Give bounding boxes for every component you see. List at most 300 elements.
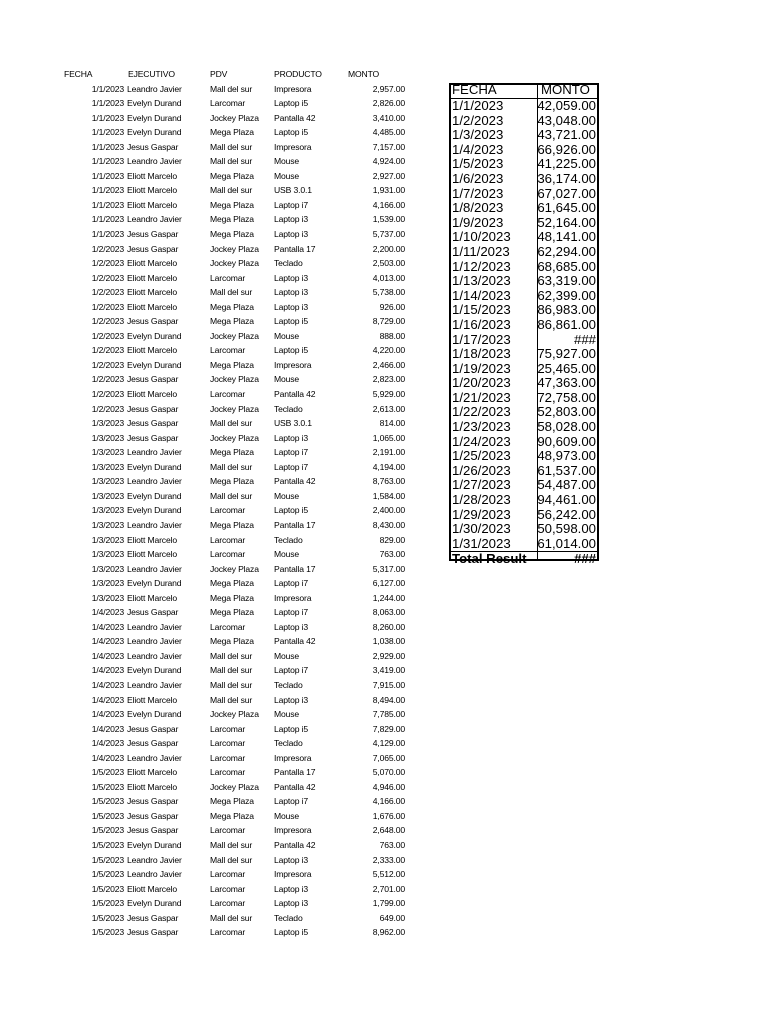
cell-pdv[interactable]: Larcomar: [210, 767, 246, 778]
cell-fecha[interactable]: 1/1/2023: [91, 185, 124, 196]
cell-producto[interactable]: Laptop i7: [274, 796, 309, 807]
cell-monto[interactable]: 888.00: [379, 330, 405, 341]
cell-ejecutivo[interactable]: Jesus Gaspar: [127, 403, 179, 414]
pivot-cell-fecha[interactable]: 1/29/2023: [452, 506, 511, 522]
pivot-cell-fecha[interactable]: 1/3/2023: [452, 127, 504, 143]
cell-fecha[interactable]: 1/1/2023: [91, 112, 124, 123]
cell-monto[interactable]: 4,013.00: [372, 272, 405, 283]
cell-monto[interactable]: 7,829.00: [372, 723, 405, 734]
cell-producto[interactable]: Impresora: [274, 869, 312, 880]
pivot-cell-fecha[interactable]: 1/9/2023: [452, 214, 504, 230]
cell-ejecutivo[interactable]: Eliott Marcelo: [127, 272, 177, 283]
cell-pdv[interactable]: Larcomar: [210, 738, 246, 749]
cell-producto[interactable]: Impresora: [274, 592, 312, 603]
cell-monto[interactable]: 763.00: [379, 839, 405, 850]
cell-producto[interactable]: Laptop i5: [274, 723, 309, 734]
cell-monto[interactable]: 1,038.00: [372, 636, 405, 647]
cell-monto[interactable]: 2,200.00: [372, 243, 405, 254]
cell-producto[interactable]: Mouse: [274, 709, 300, 720]
cell-ejecutivo[interactable]: Eliott Marcelo: [127, 534, 177, 545]
pivot-cell-fecha[interactable]: 1/1/2023: [452, 98, 504, 113]
cell-producto[interactable]: USB 3.0.1: [274, 418, 312, 429]
pivot-cell-fecha[interactable]: 1/8/2023: [452, 200, 504, 216]
cell-monto[interactable]: 6,127.00: [372, 578, 405, 589]
cell-ejecutivo[interactable]: Leandro Javier: [127, 476, 182, 487]
cell-pdv[interactable]: Mega Plaza: [210, 170, 254, 181]
cell-pdv[interactable]: Larcomar: [210, 869, 246, 880]
cell-monto[interactable]: 814.00: [379, 418, 405, 429]
cell-ejecutivo[interactable]: Jesus Gaspar: [127, 607, 179, 618]
cell-producto[interactable]: Teclado: [274, 403, 303, 414]
cell-producto[interactable]: Laptop i3: [274, 854, 309, 865]
cell-producto[interactable]: Laptop i3: [274, 694, 309, 705]
cell-ejecutivo[interactable]: Jesus Gaspar: [127, 810, 179, 821]
header-pdv[interactable]: PDV: [210, 69, 228, 79]
cell-monto[interactable]: 4,924.00: [372, 156, 405, 167]
cell-monto[interactable]: 8,063.00: [372, 607, 405, 618]
cell-fecha[interactable]: 1/1/2023: [91, 229, 124, 240]
cell-pdv[interactable]: Mall del sur: [210, 156, 253, 167]
pivot-cell-monto[interactable]: 62,294.00: [537, 243, 596, 259]
cell-ejecutivo[interactable]: Leandro Javier: [127, 752, 182, 763]
cell-fecha[interactable]: 1/2/2023: [91, 330, 124, 341]
cell-pdv[interactable]: Mega Plaza: [210, 519, 254, 530]
pivot-cell-monto[interactable]: 86,983.00: [537, 302, 596, 318]
cell-monto[interactable]: 763.00: [379, 549, 405, 560]
cell-producto[interactable]: Pantalla 17: [274, 563, 316, 574]
pivot-cell-fecha[interactable]: 1/28/2023: [452, 492, 511, 508]
cell-ejecutivo[interactable]: Jesus Gaspar: [127, 796, 179, 807]
cell-pdv[interactable]: Mega Plaza: [210, 592, 254, 603]
pivot-cell-monto[interactable]: 42,059.00: [537, 98, 596, 113]
cell-ejecutivo[interactable]: Eliott Marcelo: [127, 199, 177, 210]
cell-producto[interactable]: Mouse: [274, 374, 300, 385]
cell-pdv[interactable]: Larcomar: [210, 883, 246, 894]
cell-pdv[interactable]: Mall del sur: [210, 83, 253, 94]
cell-ejecutivo[interactable]: Eliott Marcelo: [127, 389, 177, 400]
cell-ejecutivo[interactable]: Evelyn Durand: [127, 359, 182, 370]
cell-pdv[interactable]: Mega Plaza: [210, 607, 254, 618]
pivot-cell-monto[interactable]: 36,174.00: [537, 170, 596, 186]
cell-fecha[interactable]: 1/3/2023: [91, 461, 124, 472]
cell-fecha[interactable]: 1/2/2023: [91, 345, 124, 356]
cell-producto[interactable]: Laptop i3: [274, 272, 309, 283]
pivot-cell-monto[interactable]: 61,645.00: [537, 200, 596, 216]
cell-ejecutivo[interactable]: Jesus Gaspar: [127, 374, 179, 385]
cell-monto[interactable]: 8,763.00: [372, 476, 405, 487]
cell-pdv[interactable]: Larcomar: [210, 534, 246, 545]
cell-monto[interactable]: 829.00: [379, 534, 405, 545]
cell-producto[interactable]: Laptop i3: [274, 229, 309, 240]
cell-pdv[interactable]: Mega Plaza: [210, 578, 254, 589]
cell-pdv[interactable]: Larcomar: [210, 723, 246, 734]
cell-ejecutivo[interactable]: Jesus Gaspar: [127, 243, 179, 254]
cell-producto[interactable]: Laptop i5: [274, 505, 309, 516]
cell-ejecutivo[interactable]: Jesus Gaspar: [127, 229, 179, 240]
cell-producto[interactable]: Impresora: [274, 825, 312, 836]
cell-producto[interactable]: Impresora: [274, 752, 312, 763]
cell-producto[interactable]: Laptop i3: [274, 301, 309, 312]
cell-monto[interactable]: 7,065.00: [372, 752, 405, 763]
cell-producto[interactable]: USB 3.0.1: [274, 185, 312, 196]
header-monto[interactable]: MONTO: [348, 69, 380, 79]
cell-monto[interactable]: 4,220.00: [372, 345, 405, 356]
pivot-cell-fecha[interactable]: 1/4/2023: [452, 141, 504, 157]
cell-producto[interactable]: Teclado: [274, 679, 303, 690]
pivot-cell-fecha[interactable]: 1/11/2023: [452, 243, 510, 259]
cell-fecha[interactable]: 1/3/2023: [91, 563, 124, 574]
cell-pdv[interactable]: Mall del sur: [210, 854, 253, 865]
cell-ejecutivo[interactable]: Jesus Gaspar: [127, 927, 179, 938]
cell-fecha[interactable]: 1/4/2023: [91, 665, 124, 676]
pivot-cell-monto[interactable]: 72,758.00: [537, 389, 596, 405]
cell-pdv[interactable]: Larcomar: [210, 927, 246, 938]
cell-pdv[interactable]: Mega Plaza: [210, 359, 254, 370]
header-producto[interactable]: PRODUCTO: [274, 69, 322, 79]
cell-ejecutivo[interactable]: Leandro Javier: [127, 650, 182, 661]
pivot-cell-monto[interactable]: 61,014.00: [537, 535, 596, 551]
cell-monto[interactable]: 5,738.00: [372, 287, 405, 298]
cell-pdv[interactable]: Mall del sur: [210, 141, 253, 152]
cell-producto[interactable]: Laptop i5: [274, 127, 309, 138]
pivot-cell-fecha[interactable]: 1/2/2023: [452, 112, 504, 128]
pivot-cell-fecha[interactable]: 1/24/2023: [452, 433, 511, 449]
cell-monto[interactable]: 5,929.00: [372, 389, 405, 400]
pivot-total-label[interactable]: Total Result: [452, 551, 527, 567]
cell-ejecutivo[interactable]: Leandro Javier: [127, 854, 182, 865]
cell-ejecutivo[interactable]: Evelyn Durand: [127, 665, 182, 676]
cell-producto[interactable]: Pantalla 17: [274, 767, 316, 778]
cell-fecha[interactable]: 1/5/2023: [91, 912, 124, 923]
cell-producto[interactable]: Pantalla 42: [274, 389, 316, 400]
cell-ejecutivo[interactable]: Jesus Gaspar: [127, 825, 179, 836]
cell-ejecutivo[interactable]: Leandro Javier: [127, 636, 182, 647]
cell-fecha[interactable]: 1/2/2023: [91, 403, 124, 414]
cell-ejecutivo[interactable]: Jesus Gaspar: [127, 141, 179, 152]
cell-fecha[interactable]: 1/3/2023: [91, 519, 124, 530]
cell-producto[interactable]: Mouse: [274, 549, 300, 560]
cell-pdv[interactable]: Mall del sur: [210, 287, 253, 298]
cell-monto[interactable]: 5,317.00: [372, 563, 405, 574]
cell-fecha[interactable]: 1/4/2023: [91, 752, 124, 763]
cell-fecha[interactable]: 1/5/2023: [91, 825, 124, 836]
pivot-cell-monto[interactable]: 52,803.00: [537, 404, 596, 420]
cell-producto[interactable]: Impresora: [274, 141, 312, 152]
cell-ejecutivo[interactable]: Leandro Javier: [127, 214, 182, 225]
cell-pdv[interactable]: Mega Plaza: [210, 127, 254, 138]
cell-pdv[interactable]: Mega Plaza: [210, 476, 254, 487]
cell-fecha[interactable]: 1/1/2023: [91, 127, 124, 138]
cell-fecha[interactable]: 1/5/2023: [91, 810, 124, 821]
cell-fecha[interactable]: 1/5/2023: [91, 898, 124, 909]
cell-fecha[interactable]: 1/3/2023: [91, 418, 124, 429]
cell-fecha[interactable]: 1/3/2023: [91, 592, 124, 603]
cell-pdv[interactable]: Mega Plaza: [210, 810, 254, 821]
cell-pdv[interactable]: Mega Plaza: [210, 447, 254, 458]
cell-producto[interactable]: Laptop i7: [274, 665, 309, 676]
cell-pdv[interactable]: Jockey Plaza: [210, 330, 259, 341]
cell-producto[interactable]: Laptop i3: [274, 287, 309, 298]
cell-monto[interactable]: 7,915.00: [372, 679, 405, 690]
cell-monto[interactable]: 5,737.00: [372, 229, 405, 240]
cell-pdv[interactable]: Larcomar: [210, 98, 246, 109]
cell-producto[interactable]: Laptop i7: [274, 461, 309, 472]
cell-pdv[interactable]: Mega Plaza: [210, 796, 254, 807]
cell-monto[interactable]: 4,166.00: [372, 199, 405, 210]
cell-monto[interactable]: 4,129.00: [372, 738, 405, 749]
cell-producto[interactable]: Pantalla 42: [274, 476, 316, 487]
cell-producto[interactable]: Impresora: [274, 83, 312, 94]
cell-fecha[interactable]: 1/5/2023: [91, 781, 124, 792]
pivot-cell-fecha[interactable]: 1/18/2023: [452, 346, 511, 362]
cell-pdv[interactable]: Mega Plaza: [210, 636, 254, 647]
cell-pdv[interactable]: Mall del sur: [210, 679, 253, 690]
cell-fecha[interactable]: 1/3/2023: [91, 505, 124, 516]
cell-pdv[interactable]: Jockey Plaza: [210, 563, 259, 574]
pivot-cell-fecha[interactable]: 1/17/2023: [452, 331, 511, 347]
cell-ejecutivo[interactable]: Evelyn Durand: [127, 112, 182, 123]
pivot-cell-fecha[interactable]: 1/10/2023: [452, 229, 511, 245]
cell-ejecutivo[interactable]: Jesus Gaspar: [127, 418, 179, 429]
cell-fecha[interactable]: 1/3/2023: [91, 534, 124, 545]
cell-fecha[interactable]: 1/4/2023: [91, 694, 124, 705]
pivot-header-monto[interactable]: MONTO: [541, 82, 590, 97]
cell-fecha[interactable]: 1/4/2023: [91, 650, 124, 661]
cell-pdv[interactable]: Mall del sur: [210, 418, 253, 429]
cell-ejecutivo[interactable]: Evelyn Durand: [127, 127, 182, 138]
pivot-cell-fecha[interactable]: 1/19/2023: [452, 360, 511, 376]
pivot-cell-monto[interactable]: 63,319.00: [537, 273, 596, 289]
cell-producto[interactable]: Teclado: [274, 258, 303, 269]
cell-ejecutivo[interactable]: Leandro Javier: [127, 563, 182, 574]
cell-ejecutivo[interactable]: Evelyn Durand: [127, 709, 182, 720]
cell-monto[interactable]: 5,070.00: [372, 767, 405, 778]
cell-ejecutivo[interactable]: Leandro Javier: [127, 447, 182, 458]
pivot-total-value[interactable]: ###: [573, 551, 596, 567]
cell-pdv[interactable]: Mall del sur: [210, 650, 253, 661]
cell-producto[interactable]: Pantalla 17: [274, 519, 316, 530]
cell-monto[interactable]: 4,485.00: [372, 127, 405, 138]
cell-producto[interactable]: Teclado: [274, 534, 303, 545]
cell-producto[interactable]: Laptop i3: [274, 883, 309, 894]
cell-monto[interactable]: 649.00: [379, 912, 405, 923]
cell-monto[interactable]: 7,785.00: [372, 709, 405, 720]
cell-pdv[interactable]: Larcomar: [210, 898, 246, 909]
cell-monto[interactable]: 2,823.00: [372, 374, 405, 385]
cell-monto[interactable]: 2,826.00: [372, 98, 405, 109]
cell-producto[interactable]: Laptop i3: [274, 432, 309, 443]
pivot-cell-fecha[interactable]: 1/7/2023: [452, 185, 504, 201]
cell-pdv[interactable]: Jockey Plaza: [210, 709, 259, 720]
cell-fecha[interactable]: 1/2/2023: [91, 374, 124, 385]
cell-fecha[interactable]: 1/4/2023: [91, 709, 124, 720]
cell-monto[interactable]: 3,419.00: [372, 665, 405, 676]
cell-fecha[interactable]: 1/4/2023: [91, 738, 124, 749]
cell-pdv[interactable]: Larcomar: [210, 825, 246, 836]
cell-fecha[interactable]: 1/3/2023: [91, 476, 124, 487]
cell-ejecutivo[interactable]: Eliott Marcelo: [127, 345, 177, 356]
cell-ejecutivo[interactable]: Jesus Gaspar: [127, 738, 179, 749]
cell-fecha[interactable]: 1/3/2023: [91, 549, 124, 560]
cell-pdv[interactable]: Larcomar: [210, 549, 246, 560]
cell-producto[interactable]: Laptop i3: [274, 898, 309, 909]
pivot-header-fecha[interactable]: FECHA: [452, 82, 497, 97]
cell-ejecutivo[interactable]: Eliott Marcelo: [127, 767, 177, 778]
cell-monto[interactable]: 5,512.00: [372, 869, 405, 880]
cell-ejecutivo[interactable]: Eliott Marcelo: [127, 170, 177, 181]
cell-monto[interactable]: 2,503.00: [372, 258, 405, 269]
cell-monto[interactable]: 4,946.00: [372, 781, 405, 792]
cell-fecha[interactable]: 1/3/2023: [91, 432, 124, 443]
cell-producto[interactable]: Laptop i3: [274, 621, 309, 632]
cell-pdv[interactable]: Jockey Plaza: [210, 781, 259, 792]
cell-fecha[interactable]: 1/1/2023: [91, 214, 124, 225]
cell-producto[interactable]: Laptop i7: [274, 578, 309, 589]
cell-monto[interactable]: 2,929.00: [372, 650, 405, 661]
cell-producto[interactable]: Mouse: [274, 650, 300, 661]
pivot-cell-monto[interactable]: 43,048.00: [537, 112, 596, 128]
cell-producto[interactable]: Laptop i5: [274, 345, 309, 356]
pivot-cell-monto[interactable]: 47,363.00: [537, 375, 596, 391]
cell-producto[interactable]: Mouse: [274, 490, 300, 501]
cell-pdv[interactable]: Mall del sur: [210, 185, 253, 196]
cell-pdv[interactable]: Jockey Plaza: [210, 374, 259, 385]
pivot-cell-monto[interactable]: 52,164.00: [537, 214, 596, 230]
cell-fecha[interactable]: 1/2/2023: [91, 316, 124, 327]
pivot-cell-fecha[interactable]: 1/31/2023: [452, 535, 511, 551]
pivot-cell-fecha[interactable]: 1/15/2023: [452, 302, 511, 318]
cell-ejecutivo[interactable]: Eliott Marcelo: [127, 694, 177, 705]
cell-fecha[interactable]: 1/2/2023: [91, 272, 124, 283]
cell-monto[interactable]: 8,494.00: [372, 694, 405, 705]
cell-fecha[interactable]: 1/4/2023: [91, 607, 124, 618]
cell-monto[interactable]: 2,957.00: [372, 83, 405, 94]
pivot-cell-fecha[interactable]: 1/25/2023: [452, 448, 511, 464]
cell-monto[interactable]: 1,676.00: [372, 810, 405, 821]
cell-ejecutivo[interactable]: Eliott Marcelo: [127, 781, 177, 792]
pivot-cell-monto[interactable]: 25,465.00: [537, 360, 596, 376]
pivot-cell-monto[interactable]: 48,141.00: [537, 229, 596, 245]
cell-ejecutivo[interactable]: Eliott Marcelo: [127, 258, 177, 269]
cell-pdv[interactable]: Mall del sur: [210, 912, 253, 923]
cell-monto[interactable]: 1,539.00: [372, 214, 405, 225]
cell-fecha[interactable]: 1/2/2023: [91, 287, 124, 298]
cell-monto[interactable]: 8,430.00: [372, 519, 405, 530]
cell-pdv[interactable]: Larcomar: [210, 752, 246, 763]
cell-pdv[interactable]: Mall del sur: [210, 665, 253, 676]
cell-ejecutivo[interactable]: Jesus Gaspar: [127, 432, 179, 443]
cell-monto[interactable]: 3,410.00: [372, 112, 405, 123]
cell-fecha[interactable]: 1/4/2023: [91, 723, 124, 734]
cell-pdv[interactable]: Larcomar: [210, 621, 246, 632]
cell-pdv[interactable]: Mall del sur: [210, 461, 253, 472]
cell-monto[interactable]: 926.00: [379, 301, 405, 312]
cell-fecha[interactable]: 1/1/2023: [91, 83, 124, 94]
cell-ejecutivo[interactable]: Evelyn Durand: [127, 578, 182, 589]
cell-monto[interactable]: 1,799.00: [372, 898, 405, 909]
cell-monto[interactable]: 2,333.00: [372, 854, 405, 865]
pivot-cell-monto[interactable]: 56,242.00: [537, 506, 596, 522]
pivot-cell-fecha[interactable]: 1/23/2023: [452, 419, 511, 435]
cell-fecha[interactable]: 1/2/2023: [91, 258, 124, 269]
cell-ejecutivo[interactable]: Eliott Marcelo: [127, 301, 177, 312]
cell-fecha[interactable]: 1/5/2023: [91, 883, 124, 894]
cell-producto[interactable]: Teclado: [274, 738, 303, 749]
cell-producto[interactable]: Pantalla 42: [274, 636, 316, 647]
cell-ejecutivo[interactable]: Evelyn Durand: [127, 330, 182, 341]
pivot-cell-monto[interactable]: 61,537.00: [537, 462, 596, 478]
cell-producto[interactable]: Mouse: [274, 810, 300, 821]
cell-fecha[interactable]: 1/5/2023: [91, 767, 124, 778]
cell-monto[interactable]: 2,701.00: [372, 883, 405, 894]
cell-producto[interactable]: Mouse: [274, 156, 300, 167]
cell-monto[interactable]: 2,927.00: [372, 170, 405, 181]
cell-fecha[interactable]: 1/5/2023: [91, 927, 124, 938]
cell-ejecutivo[interactable]: Leandro Javier: [127, 519, 182, 530]
pivot-cell-fecha[interactable]: 1/20/2023: [452, 375, 511, 391]
cell-fecha[interactable]: 1/2/2023: [91, 301, 124, 312]
cell-fecha[interactable]: 1/3/2023: [91, 578, 124, 589]
pivot-cell-fecha[interactable]: 1/22/2023: [452, 404, 511, 420]
cell-fecha[interactable]: 1/3/2023: [91, 490, 124, 501]
cell-pdv[interactable]: Mega Plaza: [210, 316, 254, 327]
cell-monto[interactable]: 2,191.00: [372, 447, 405, 458]
cell-pdv[interactable]: Mega Plaza: [210, 199, 254, 210]
pivot-cell-fecha[interactable]: 1/12/2023: [452, 258, 511, 274]
cell-fecha[interactable]: 1/5/2023: [91, 854, 124, 865]
cell-pdv[interactable]: Larcomar: [210, 345, 246, 356]
cell-fecha[interactable]: 1/2/2023: [91, 243, 124, 254]
header-ejecutivo[interactable]: EJECUTIVO: [128, 69, 175, 79]
pivot-cell-monto[interactable]: 67,027.00: [537, 185, 596, 201]
cell-fecha[interactable]: 1/1/2023: [91, 156, 124, 167]
cell-monto[interactable]: 1,584.00: [372, 490, 405, 501]
cell-fecha[interactable]: 1/4/2023: [91, 636, 124, 647]
cell-producto[interactable]: Laptop i7: [274, 199, 309, 210]
cell-producto[interactable]: Pantalla 42: [274, 112, 316, 123]
pivot-cell-monto[interactable]: 75,927.00: [537, 346, 596, 362]
cell-producto[interactable]: Pantalla 17: [274, 243, 316, 254]
pivot-cell-fecha[interactable]: 1/16/2023: [452, 316, 511, 332]
cell-ejecutivo[interactable]: Leandro Javier: [127, 869, 182, 880]
cell-fecha[interactable]: 1/5/2023: [91, 796, 124, 807]
cell-pdv[interactable]: Mall del sur: [210, 694, 253, 705]
cell-pdv[interactable]: Mall del sur: [210, 839, 253, 850]
cell-monto[interactable]: 1,244.00: [372, 592, 405, 603]
cell-monto[interactable]: 1,931.00: [372, 185, 405, 196]
cell-ejecutivo[interactable]: Eliott Marcelo: [127, 287, 177, 298]
pivot-cell-monto[interactable]: 66,926.00: [537, 141, 596, 157]
cell-monto[interactable]: 4,166.00: [372, 796, 405, 807]
cell-ejecutivo[interactable]: Eliott Marcelo: [127, 592, 177, 603]
pivot-cell-monto[interactable]: 90,609.00: [537, 433, 596, 449]
cell-fecha[interactable]: 1/5/2023: [91, 839, 124, 850]
cell-pdv[interactable]: Jockey Plaza: [210, 243, 259, 254]
cell-fecha[interactable]: 1/5/2023: [91, 869, 124, 880]
cell-producto[interactable]: Laptop i3: [274, 214, 309, 225]
cell-producto[interactable]: Laptop i5: [274, 316, 309, 327]
pivot-cell-monto[interactable]: 68,685.00: [537, 258, 596, 274]
cell-fecha[interactable]: 1/2/2023: [91, 389, 124, 400]
cell-producto[interactable]: Pantalla 42: [274, 839, 316, 850]
cell-monto[interactable]: 8,729.00: [372, 316, 405, 327]
cell-pdv[interactable]: Jockey Plaza: [210, 258, 259, 269]
cell-producto[interactable]: Laptop i5: [274, 98, 309, 109]
cell-pdv[interactable]: Jockey Plaza: [210, 112, 259, 123]
cell-monto[interactable]: 7,157.00: [372, 141, 405, 152]
cell-fecha[interactable]: 1/2/2023: [91, 359, 124, 370]
cell-monto[interactable]: 8,260.00: [372, 621, 405, 632]
